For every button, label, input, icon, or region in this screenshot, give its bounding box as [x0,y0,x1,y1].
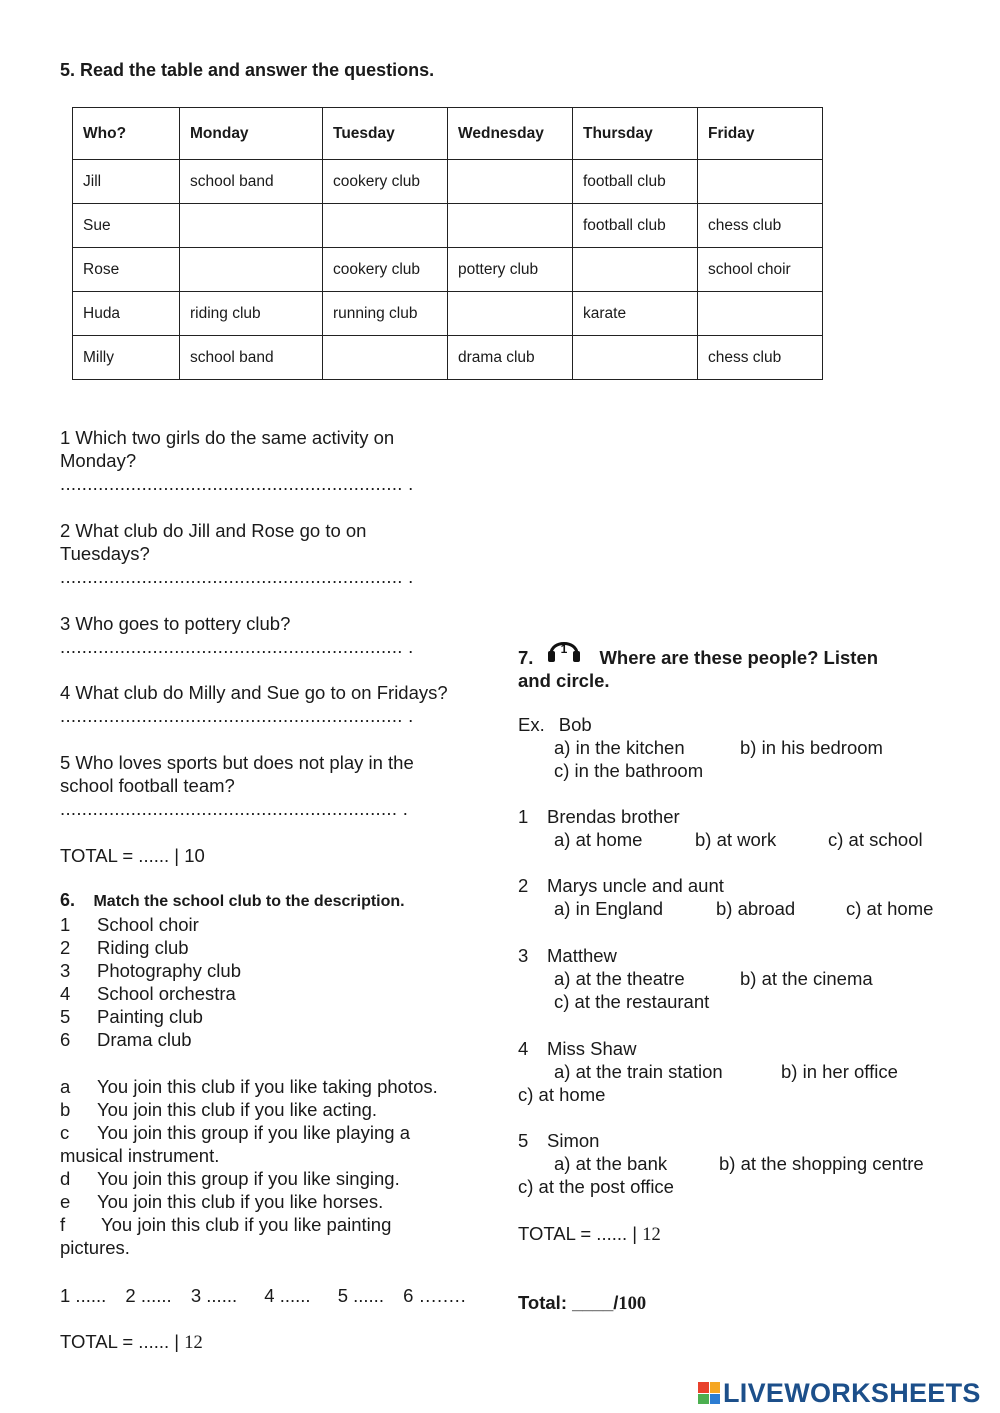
option-b[interactable]: b) at the shopping centre [719,1153,924,1174]
table-cell: running club [323,292,448,336]
table-cell: cookery club [323,248,448,292]
table-cell [448,204,573,248]
table-cell: riding club [180,292,323,336]
list-item [60,1075,490,1098]
option-a[interactable]: a) in the kitchen [554,737,685,758]
table-row [73,160,823,204]
option-b[interactable]: b) at work [695,829,777,850]
question-text: school football team? [60,775,235,796]
section-5-total: TOTAL = ...... | 10 [60,845,205,866]
item-letter: e [60,1191,71,1212]
list-item [60,1213,490,1259]
table-row [73,292,823,336]
question-3 [60,612,500,658]
item-text: School choir [97,914,199,935]
list-item [60,1098,490,1121]
item-number: 3 [60,960,71,981]
header-wednesday: Wednesday [448,108,573,160]
table-cell: Milly [73,336,180,380]
section-title: Where are these people? Listen [599,647,879,668]
question-1 [60,426,500,495]
item-text: Photography club [97,960,241,981]
header-monday: Monday [180,108,323,160]
section-6-total [60,1330,203,1355]
person-name: Matthew [547,945,617,966]
item-letter: b [60,1099,71,1120]
table-row [73,248,823,292]
grand-total-value: 100 [618,1294,647,1314]
table-cell [698,292,823,336]
item-text: pictures. [60,1237,130,1258]
item-text: You join this group if you like singing. [97,1168,400,1189]
answer-blank[interactable]: 4 ...... [264,1285,311,1306]
option-a[interactable]: a) at the bank [554,1153,668,1174]
section-5-heading: 5. Read the table and answer the questions. [60,60,435,80]
answer-blank[interactable]: 6 ….…. [403,1285,466,1306]
person-name: Bob [558,714,592,735]
item-number: 2 [60,937,71,958]
question-5 [60,751,500,820]
table-row [73,204,823,248]
item-text: Drama club [97,1029,192,1050]
list-item [60,1005,241,1028]
club-list [60,913,241,1051]
answer-blank[interactable]: 3 ...... [190,1285,238,1306]
item-text: You join this club if you like taking photos. [97,1076,438,1097]
total-value: 12 [642,1225,661,1245]
table-cell: school choir [698,248,823,292]
table-cell: chess club [698,336,823,380]
table-cell: school band [180,336,323,380]
table-cell [698,160,823,204]
option-c[interactable]: c) at home [518,1084,606,1105]
list-item [60,1167,490,1190]
header-tuesday: Tuesday [323,108,448,160]
table-cell: cookery club [323,160,448,204]
option-b[interactable]: b) at the cinema [740,968,873,989]
answer-blank[interactable]: 2 ...... [125,1285,172,1306]
question-text: Tuesdays? [60,543,150,564]
list-item [60,913,241,936]
option-b[interactable]: b) abroad [716,898,796,919]
item-number: 1 [518,806,529,827]
match-answers [60,1284,466,1307]
table-cell: pottery club [448,248,573,292]
option-b[interactable]: b) in her office [781,1061,898,1082]
header-who: Who? [73,108,180,160]
table-cell: Sue [73,204,180,248]
person-name: Marys uncle and aunt [547,875,724,896]
question-text: 2 What club do Jill and Rose go to on [60,520,367,541]
table-cell [573,336,698,380]
question-text: 5 Who loves sports but does not play in the [60,752,414,773]
table-cell [323,336,448,380]
header-friday: Friday [698,108,823,160]
example-label: Ex. [518,714,545,735]
section-6-heading [60,890,405,911]
table-cell [323,204,448,248]
answer-line[interactable]: .............................................................. . [60,798,409,819]
item-number: 5 [60,1006,71,1027]
list-item [60,959,241,982]
item-number: 4 [518,1038,529,1059]
answer-line[interactable]: ............................................................... . [60,473,414,494]
list-item [60,1121,490,1167]
section-number: 7. [518,647,534,668]
answer-line[interactable]: ............................................................... . [60,705,414,726]
total-value: 12 [184,1333,203,1353]
item-letter: c [60,1122,70,1143]
item-number: 4 [60,983,71,1004]
item-text: Riding club [97,937,189,958]
answer-blank[interactable]: 1 ...... [60,1285,107,1306]
listening-item-4 [518,1037,958,1106]
table-cell: chess club [698,204,823,248]
total-label: TOTAL = ...... | [60,1331,185,1352]
answer-line[interactable]: ............................................................... . [60,636,414,657]
item-text: You join this club if you like acting. [97,1099,378,1120]
list-item [60,936,241,959]
option-a[interactable]: a) at home [554,829,643,850]
table-cell: karate [573,292,698,336]
question-4 [60,681,500,727]
listening-item-2 [518,874,958,920]
option-c[interactable]: c) at school [828,829,923,850]
total-label: TOTAL = ...... | [518,1223,643,1244]
question-text: 4 What club do Milly and Sue go to on Fridays? [60,682,448,703]
table-row [73,336,823,380]
table-header-row [73,108,823,160]
person-name: Simon [547,1130,600,1151]
description-list [60,1075,490,1259]
grand-total-label: Total: ____/ [518,1292,619,1313]
table-cell: Huda [73,292,180,336]
table-cell [573,248,698,292]
item-text: musical instrument. [60,1145,220,1166]
item-letter: a [60,1076,71,1097]
item-letter: f [60,1214,66,1235]
item-number: 6 [60,1029,71,1050]
list-item [60,1190,490,1213]
table-cell [448,292,573,336]
item-number: 3 [518,945,529,966]
section-7-heading [518,632,948,692]
section-title: Match the school club to the description. [93,893,405,910]
listening-item-5 [518,1129,958,1198]
listening-item-3 [518,944,958,1013]
item-number: 1 [60,914,71,935]
item-letter: d [60,1168,71,1189]
logo-mark-icon [698,1382,720,1404]
question-text: Monday? [60,450,137,471]
item-text: You join this club if you like painting [101,1214,392,1235]
table-cell: football club [573,204,698,248]
headphones-icon[interactable] [547,632,581,669]
listening-example [518,713,958,782]
grand-total [518,1292,646,1315]
question-2 [60,519,500,588]
liveworksheets-logo [698,1378,981,1408]
option-c[interactable]: c) in the bathroom [554,760,704,781]
question-text: 3 Who goes to pottery club? [60,613,291,634]
item-number: 5 [518,1130,529,1151]
person-name: Miss Shaw [547,1038,637,1059]
table-cell: drama club [448,336,573,380]
answer-line[interactable]: ............................................................... . [60,566,414,587]
table-cell [180,248,323,292]
header-thursday: Thursday [573,108,698,160]
option-c[interactable]: c) at the post office [518,1176,674,1197]
question-text: 1 Which two girls do the same activity on [60,427,395,448]
item-text: You join this club if you like horses. [97,1191,384,1212]
option-a[interactable]: a) in England [554,898,664,919]
list-item [60,1028,241,1051]
section-title: and circle. [518,670,610,691]
list-item [60,982,241,1005]
table-cell: school band [180,160,323,204]
person-name: Brendas brother [547,806,680,827]
table-cell: Rose [73,248,180,292]
item-number: 2 [518,875,529,896]
listening-item-1 [518,805,958,851]
option-a[interactable]: a) at the train station [554,1061,723,1082]
svg-text:1: 1 [561,642,568,656]
schedule-table [72,107,823,380]
item-text: You join this group if you like playing a [97,1122,410,1143]
table-cell: football club [573,160,698,204]
option-c[interactable]: c) at home [846,898,934,919]
table-cell: Jill [73,160,180,204]
answer-blank[interactable]: 5 ...... [337,1285,384,1306]
item-text: Painting club [97,1006,203,1027]
option-b[interactable]: b) in his bedroom [740,737,883,758]
section-7-total [518,1222,661,1247]
section-number: 6. [60,890,76,910]
table-cell [448,160,573,204]
table-cell [180,204,323,248]
option-a[interactable]: a) at the theatre [554,968,685,989]
item-text: School orchestra [97,983,236,1004]
option-c[interactable]: c) at the restaurant [554,991,710,1012]
logo-text: LIVEWORKSHEETS [723,1377,981,1408]
